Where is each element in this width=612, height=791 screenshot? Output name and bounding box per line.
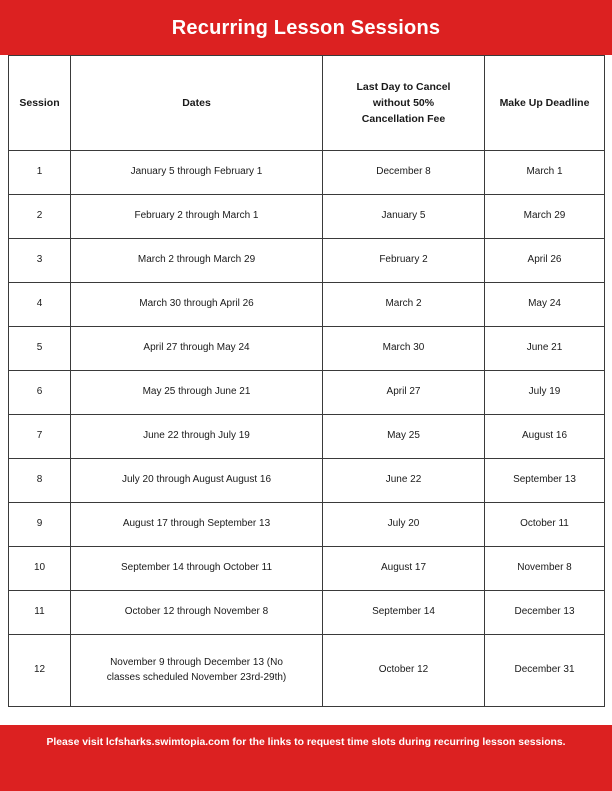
cell-cancel-deadline: August 17: [323, 547, 485, 591]
cell-session: 8: [9, 459, 71, 503]
cell-cancel-deadline: January 5: [323, 195, 485, 239]
cell-makeup-deadline: March 29: [485, 195, 605, 239]
cell-session: 1: [9, 151, 71, 195]
cell-makeup-deadline: March 1: [485, 151, 605, 195]
cell-cancel-deadline: February 2: [323, 239, 485, 283]
cell-dates: July 20 through August August 16: [71, 459, 323, 503]
cell-session: 6: [9, 371, 71, 415]
cell-dates: June 22 through July 19: [71, 415, 323, 459]
cell-dates: March 30 through April 26: [71, 283, 323, 327]
column-header-cancel-line-1: Last Day to Cancel: [356, 80, 451, 93]
table-row: [9, 151, 605, 195]
cell-makeup-deadline: December 31: [485, 635, 605, 707]
table-row: [9, 591, 605, 635]
page-title: Recurring Lesson Sessions: [171, 16, 441, 39]
recurring-lesson-sessions-table: [8, 55, 605, 707]
cell-dates-line-2: classes scheduled November 23rd-29th): [106, 671, 287, 683]
cell-session: 9: [9, 503, 71, 547]
column-header-cancel-deadline: [323, 56, 485, 151]
table-row: [9, 327, 605, 371]
table-row: [9, 459, 605, 503]
table-row: [9, 415, 605, 459]
cell-session: 7: [9, 415, 71, 459]
cell-dates-line-1: November 9 through December 13 (No: [110, 657, 283, 668]
cell-session: 5: [9, 327, 71, 371]
table-body: [9, 151, 605, 707]
cell-dates: April 27 through May 24: [71, 327, 323, 371]
cell-cancel-deadline: June 22: [323, 459, 485, 503]
bottom-banner-text: Please visit lcfsharks.swimtopia.com for the links to request time slots during recurring lesson sessions.: [46, 737, 566, 748]
cell-session: 11: [9, 591, 71, 635]
cell-cancel-deadline: December 8: [323, 151, 485, 195]
cell-makeup-deadline: December 13: [485, 591, 605, 635]
cell-makeup-deadline: August 16: [485, 415, 605, 459]
page-header-banner: [0, 0, 612, 55]
cell-makeup-deadline: June 21: [485, 327, 605, 371]
table-row: [9, 547, 605, 591]
cell-makeup-deadline: May 24: [485, 283, 605, 327]
cell-makeup-deadline: November 8: [485, 547, 605, 591]
cell-session: 10: [9, 547, 71, 591]
table-row: [9, 239, 605, 283]
table-row: [9, 503, 605, 547]
cell-dates: September 14 through October 11: [71, 547, 323, 591]
cell-dates: August 17 through September 13: [71, 503, 323, 547]
cell-cancel-deadline: March 30: [323, 327, 485, 371]
cell-cancel-deadline: July 20: [323, 503, 485, 547]
cell-session: 2: [9, 195, 71, 239]
cell-dates: October 12 through November 8: [71, 591, 323, 635]
bottom-banner: [0, 725, 612, 791]
cell-dates: March 2 through March 29: [71, 239, 323, 283]
cell-session: 4: [9, 283, 71, 327]
cell-session: 12: [9, 635, 71, 707]
cell-dates: May 25 through June 21: [71, 371, 323, 415]
table-header-row: [9, 56, 605, 151]
column-header-cancel-line-2: without 50%: [372, 96, 435, 109]
cell-cancel-deadline: October 12: [323, 635, 485, 707]
cell-makeup-deadline: October 11: [485, 503, 605, 547]
cell-makeup-deadline: July 19: [485, 371, 605, 415]
column-header-cancel-line-3: Cancellation Fee: [361, 113, 446, 126]
cell-dates: January 5 through February 1: [71, 151, 323, 195]
cell-cancel-deadline: March 2: [323, 283, 485, 327]
table-row: [9, 635, 605, 707]
column-header-dates: Dates: [71, 56, 323, 151]
table-header: [9, 56, 605, 151]
cell-dates: February 2 through March 1: [71, 195, 323, 239]
cell-cancel-deadline: May 25: [323, 415, 485, 459]
cell-cancel-deadline: April 27: [323, 371, 485, 415]
sessions-table-container: [0, 55, 612, 707]
table-row: [9, 283, 605, 327]
cell-session: 3: [9, 239, 71, 283]
column-header-session: Session: [9, 56, 71, 151]
cell-dates: [71, 635, 323, 707]
table-row: [9, 371, 605, 415]
cell-makeup-deadline: September 13: [485, 459, 605, 503]
table-row: [9, 195, 605, 239]
column-header-makeup-deadline: Make Up Deadline: [485, 56, 605, 151]
cell-makeup-deadline: April 26: [485, 239, 605, 283]
cell-cancel-deadline: September 14: [323, 591, 485, 635]
